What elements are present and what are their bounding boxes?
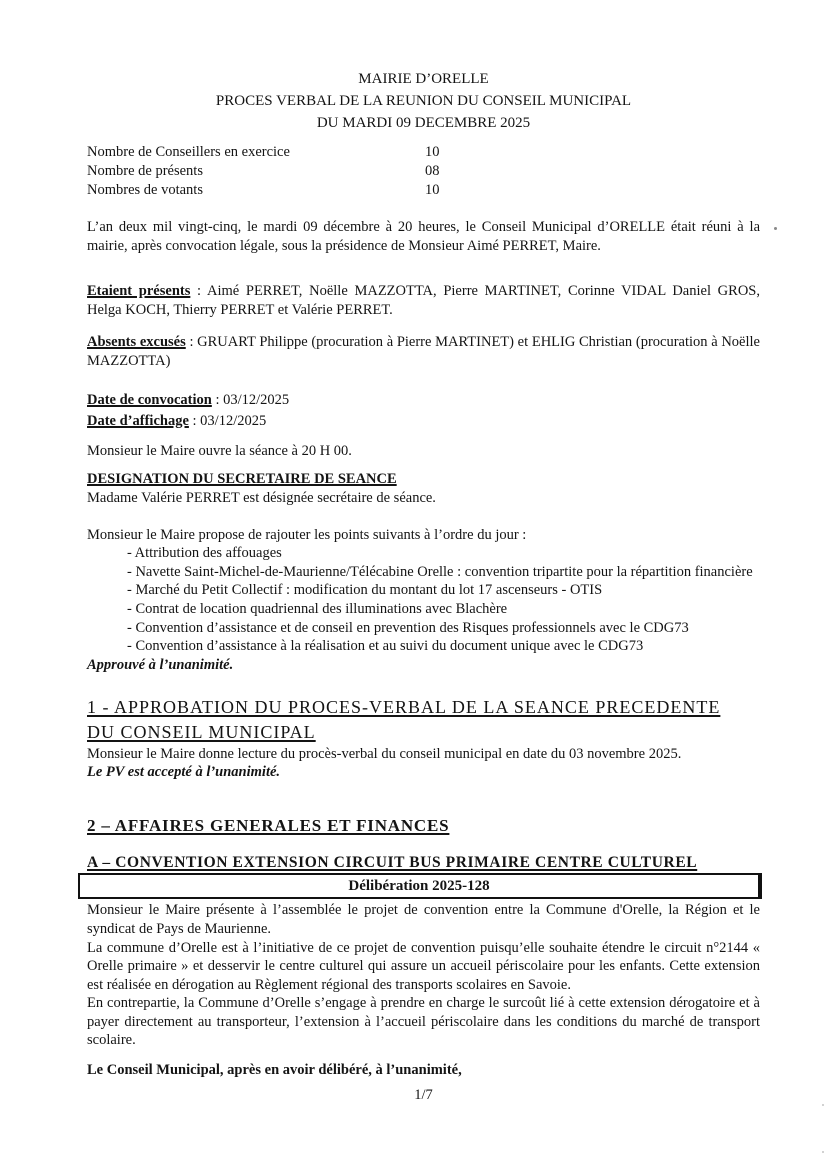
section1-heading-line2: [87, 720, 760, 745]
ordre-du-jour-item: - Navette Saint-Michel-de-Maurienne/Télécabine Orelle : convention tripartite pour la répartition financière: [127, 563, 753, 580]
counts-table: [87, 143, 760, 200]
absents-label: Absents excusés: [87, 334, 186, 351]
count-label: Nombre de Conseillers en exercice: [87, 144, 290, 160]
secretaire-body: Madame Valérie PERRET est désignée secrétaire de séance.: [87, 489, 436, 506]
ordre-du-jour-item: - Contrat de location quadriennal des illuminations avec Blachère: [127, 600, 508, 617]
subsection-a-heading: [87, 854, 760, 871]
scan-artifact-dot: [774, 227, 777, 230]
secretaire-heading: [87, 470, 760, 489]
ordre-du-jour-list: [87, 544, 760, 656]
intro-paragraph: L’an deux mil vingt-cinq, le mardi 09 décembre à 20 heures, le Conseil Municipal d’ORELLE était réuni à la mairie, après convocation légale, sous la présidence de Monsieur Aimé PERRET, Maire.: [87, 219, 760, 254]
absents-text: : GRUART Philippe (procuration à Pierre MARTINET) et EHLIG Christian (procuration à Noëlle MAZZOTTA): [87, 334, 760, 369]
count-row-votants: [87, 181, 760, 200]
scan-artifact-dot: [822, 1151, 824, 1153]
deliberation-paragraph: Monsieur le Maire présente à l’assemblée le projet de convention entre la Commune d'Orelle, la Région et le syndicat de Pays de Maurienne.: [87, 902, 760, 937]
count-value: 08: [425, 163, 440, 179]
presents-label: Etaient présents: [87, 283, 191, 300]
section1-heading-text1: 1 - APPROBATION DU PROCES-VERBAL DE LA SEANCE PRECEDENTE: [87, 696, 721, 717]
ordre-du-jour-intro: Monsieur le Maire propose de rajouter les points suivants à l’ordre du jour :: [87, 526, 527, 543]
convocation-label: Date de convocation: [87, 391, 212, 408]
deliberation-paragraph: La commune d’Orelle est à l’initiative de ce projet de convention puisqu’elle souhaite étendre le circuit n°2144 « Orelle primaire » et desservir le centre culturel qui assure un accueil périscolaire pour les enfants. Cette extension est réalisée en dérogation au Règlement régional des transports scolaires en Savoie.: [87, 939, 760, 993]
ordre-du-jour-approval: Approuvé à l’unanimité.: [87, 656, 234, 673]
affichage-value: : 03/12/2025: [188, 412, 267, 429]
ordre-du-jour-item: - Marché du Petit Collectif : modification du montant du lot 17 ascenseurs - OTIS: [127, 582, 603, 599]
title-line-date: DU MARDI 09 DECEMBRE 2025: [316, 115, 531, 131]
page-number: 1/7: [414, 1087, 433, 1104]
document-content: [87, 0, 760, 1104]
title-line-mairie: MAIRIE D’ORELLE: [358, 71, 489, 87]
section2-heading-text: 2 – AFFAIRES GENERALES ET FINANCES: [87, 816, 450, 836]
presents-text: : Aimé PERRET, Noëlle MAZZOTTA, Pierre MARTINET, Corinne VIDAL Daniel GROS, Helga KOCH, Thierry PERRET et Valérie PERRET.: [87, 283, 760, 318]
section1-heading: [87, 695, 760, 745]
section1-heading-text2: DU CONSEIL MUNICIPAL: [87, 721, 316, 742]
count-label: Nombre de présents: [87, 163, 203, 179]
section1-body: Monsieur le Maire donne lecture du procès-verbal du conseil municipal en date du 03 novembre 2025.: [87, 745, 682, 762]
affichage-line: [87, 411, 760, 432]
subsection-a-heading-text: A – CONVENTION EXTENSION CIRCUIT BUS PRIMAIRE CENTRE CULTUREL: [87, 854, 698, 872]
ordre-du-jour-item: - Convention d’assistance à la réalisation et au suivi du document unique avec le CDG73: [127, 638, 644, 655]
deliberation-number: Délibération 2025-128: [348, 878, 490, 895]
document-title: [87, 68, 760, 134]
section1-heading-line1: [87, 695, 760, 720]
count-value: 10: [425, 144, 440, 160]
dates-block: [87, 390, 760, 432]
absents-paragraph: [87, 333, 760, 370]
secretaire-heading-text: DESIGNATION DU SECRETAIRE DE SEANCE: [87, 470, 397, 487]
deliberation-paragraph: En contrepartie, la Commune d’Orelle s’engage à prendre en charge le surcoût lié à cette extension dérogatoire et à payer directement au transporteur, l’extension à l’accueil périscolaire dans les conditions du marché de transport scolaire.: [87, 995, 760, 1049]
deliberation-box: [78, 873, 762, 899]
convocation-line: [87, 390, 760, 411]
title-line-proces-verbal: PROCES VERBAL DE LA REUNION DU CONSEIL MUNICIPAL: [215, 93, 632, 109]
ouverture-line: Monsieur le Maire ouvre la séance à 20 H 00.: [87, 442, 352, 459]
ordre-du-jour-item: - Attribution des affouages: [127, 545, 282, 562]
presents-paragraph: [87, 282, 760, 319]
deliberation-paragraphs: [87, 901, 760, 1050]
convocation-value: : 03/12/2025: [211, 391, 290, 408]
section2-heading: [87, 815, 760, 837]
count-label: Nombres de votants: [87, 182, 203, 198]
ordre-du-jour-item: - Convention d’assistance et de conseil en prevention des Risques professionnels avec le CDG73: [127, 619, 689, 636]
count-row-conseillers: [87, 143, 760, 162]
affichage-label: Date d’affichage: [87, 412, 189, 429]
count-row-presents: [87, 162, 760, 181]
section1-result: Le PV est accepté à l’unanimité.: [87, 764, 281, 781]
scan-artifact-dot: [822, 1104, 824, 1106]
count-value: 10: [425, 182, 440, 198]
deliberation-conclusion: Le Conseil Municipal, après en avoir délibéré, à l’unanimité,: [87, 1062, 462, 1079]
